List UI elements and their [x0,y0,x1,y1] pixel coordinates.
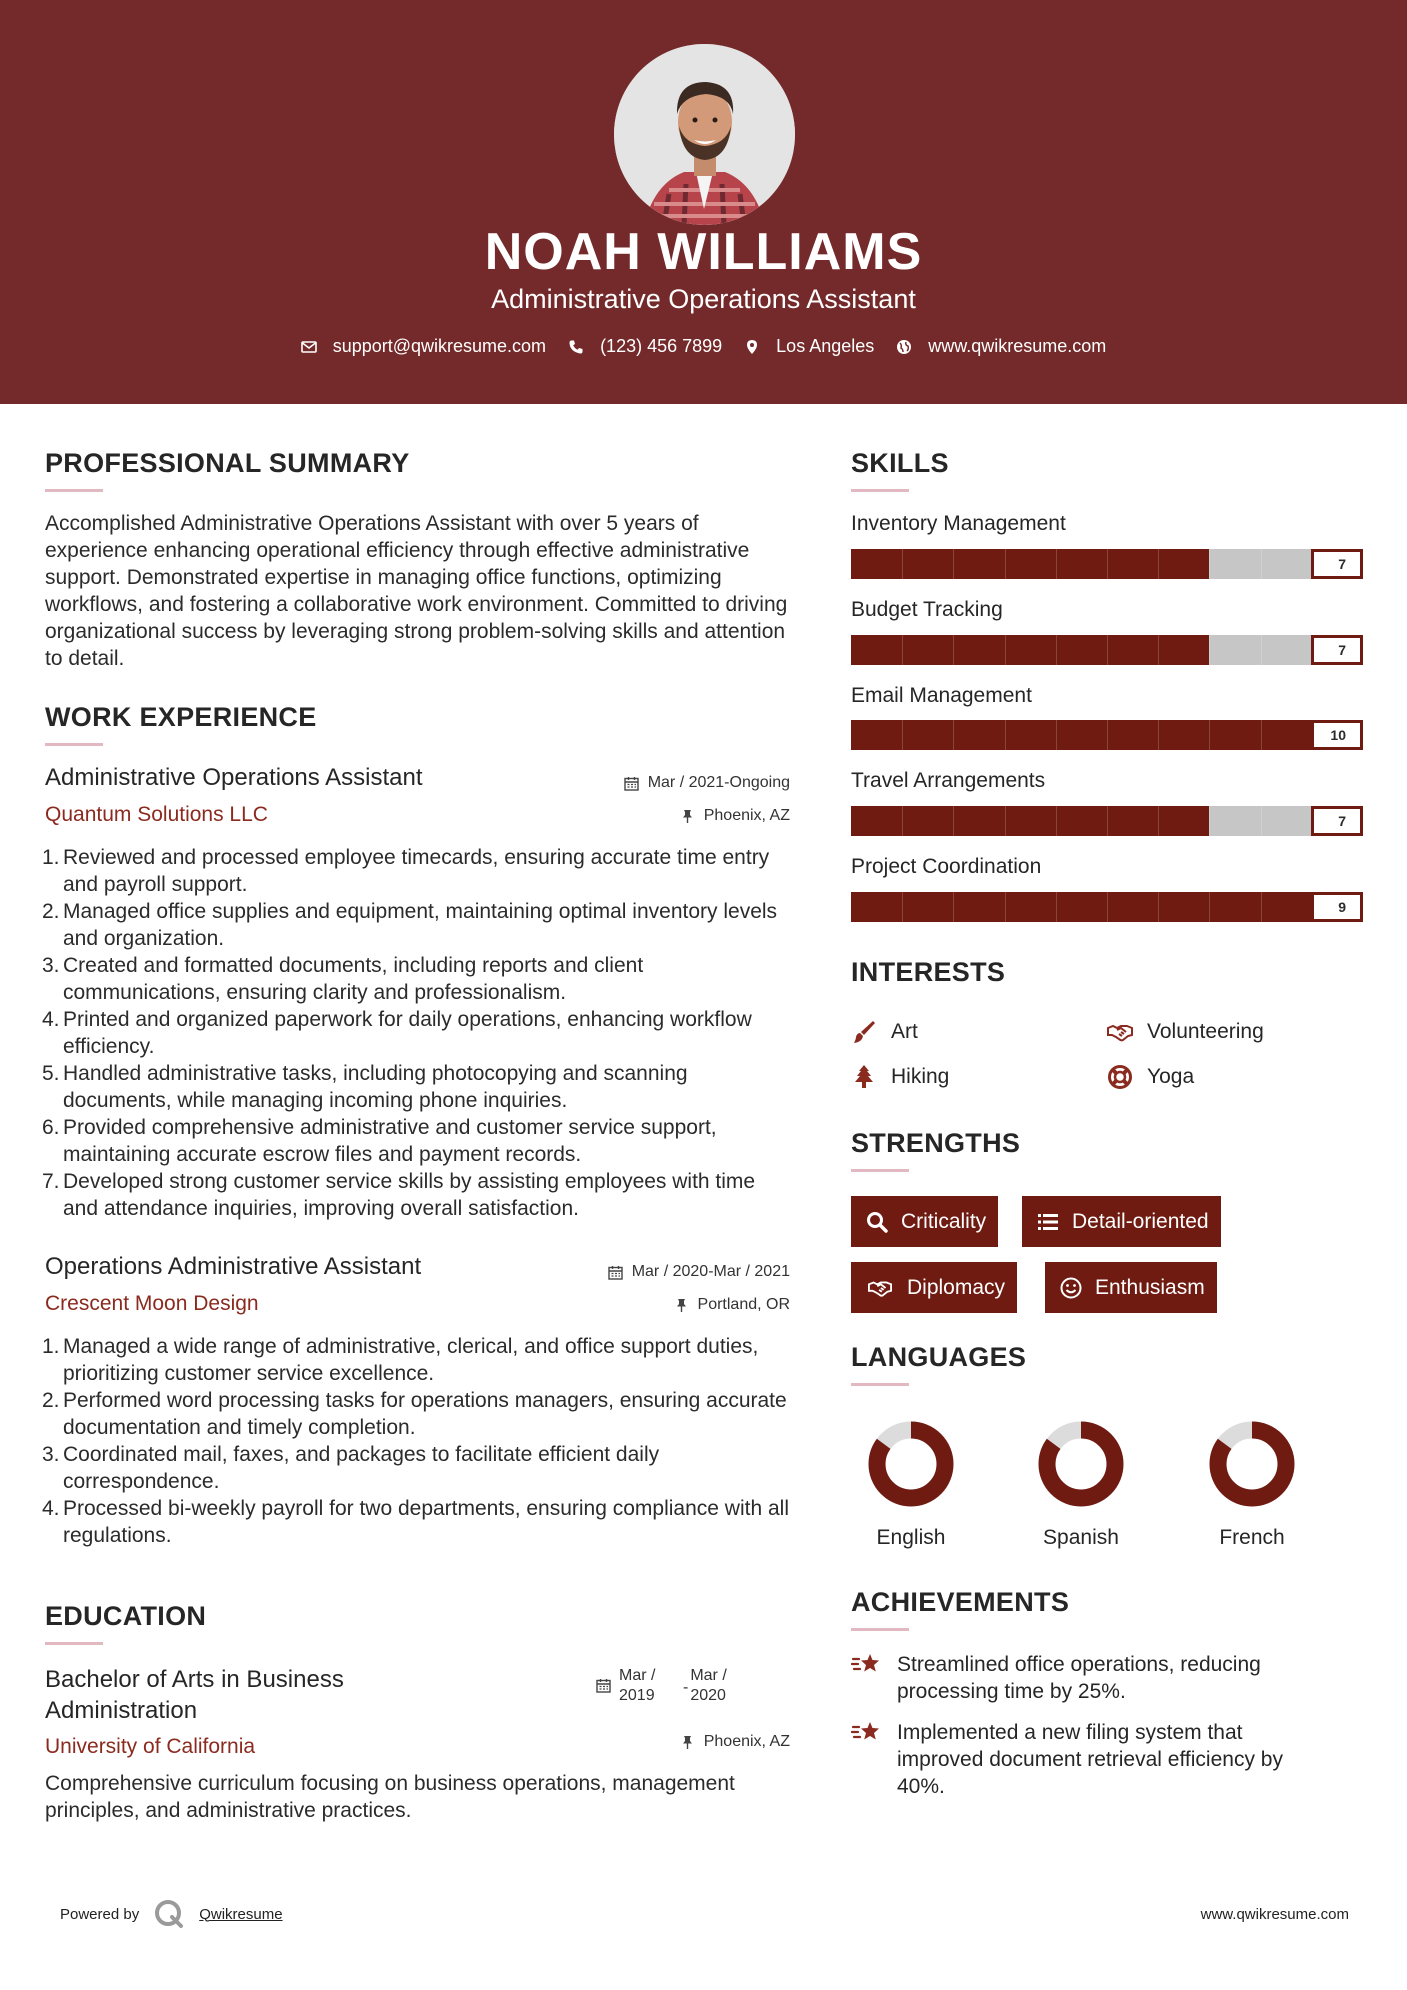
language-name: French [1219,1526,1285,1549]
skill-bar-fill [851,549,1209,579]
list-item: 4. Printed and organized paperwork for daily operations, enhancing workflow efficiency. [42,1008,752,1058]
contact-phone[interactable] [568,336,722,357]
contact-email[interactable] [301,336,546,357]
education-end-month: Mar / [690,1667,727,1684]
job-location-text: Phoenix, AZ [703,807,790,824]
skill-bar-segment [953,892,954,922]
strength-label: Diplomacy [907,1275,1006,1299]
skill-bar-segment [1209,806,1210,836]
achievement-item [851,1719,1361,1800]
list-item: 3. Coordinated mail, faxes, and packages to facilitate efficient daily correspondence. [42,1443,660,1493]
language-item [1026,1420,1136,1550]
degree-title-line: Bachelor of Arts in Business [45,1666,344,1693]
skill-bar-segment [902,892,903,922]
education-end-year: 2020 [690,1687,726,1704]
language-level-donut [867,1420,955,1508]
job-title: Operations Administrative Assistant [45,1253,422,1280]
contact-website-text: www.qwikresume.com [928,336,1107,356]
job-location [680,807,790,825]
education-start-year: 2019 [619,1687,655,1704]
calendar-icon [596,1678,611,1693]
strength-label: Enthusiasm [1095,1275,1205,1299]
skill-bar [851,892,1363,922]
education-end [690,1666,726,1706]
strengths-heading: STRENGTHS [851,1128,1021,1158]
experience-heading-underline [45,743,103,746]
skill-bar [851,720,1363,750]
education-location [680,1733,790,1751]
skill-level-value: 9 [1311,892,1363,922]
globe-icon [896,339,912,355]
education-start [619,1666,683,1706]
list-item: 1. Reviewed and processed employee timecards, ensuring accurate time entry and payroll support. [42,846,770,896]
achievement-text-line: improved document retrieval efficiency by [897,1748,1283,1771]
skill-bar-segment [1261,635,1262,665]
job-duties-list [42,844,795,1222]
envelope-icon [301,339,317,355]
calendar-icon [624,776,639,791]
skill-name: Project Coordination [851,855,1042,878]
languages-heading-underline [851,1383,909,1386]
life-ring-icon [1107,1064,1133,1090]
language-item [1197,1420,1307,1550]
interest-label: Yoga [1147,1065,1195,1088]
job-title: Administrative Operations Assistant [45,764,423,791]
paintbrush-icon [851,1019,877,1045]
skill-bar-segment [1107,892,1108,922]
school-name: University of California [45,1735,256,1758]
achievement-text [897,1651,1261,1705]
skill-bar-fill [851,806,1209,836]
skill-name: Travel Arrangements [851,769,1046,792]
skill-bar [851,549,1363,579]
search-icon [865,1210,889,1234]
skill-bar-segment [1056,635,1057,665]
brand-link[interactable]: Qwikresume [199,1905,283,1923]
degree-title-line: Administration [45,1697,198,1724]
list-icon [1036,1210,1060,1234]
interest-item [1107,1064,1194,1090]
handshake-icon [1107,1019,1133,1045]
skill-level-value: 10 [1311,720,1363,750]
map-pin-icon [744,339,760,355]
footer-powered-by [60,1898,283,1930]
strengths-heading-underline [851,1169,909,1172]
achievement-text [897,1719,1283,1800]
footer-url[interactable]: www.qwikresume.com [1200,1906,1349,1923]
profile-photo [614,44,795,225]
education-heading-underline [45,1642,103,1645]
skill-bar-segment [1209,892,1210,922]
skill-bar [851,806,1363,836]
interests-heading: INTERESTS [851,957,1006,987]
list-item: 5. Handled administrative tasks, including photocopying and scanning documents, while managing incoming phone inquiries. [42,1062,688,1112]
skill-bar-segment [1261,549,1262,579]
achievements-heading-underline [851,1628,909,1631]
skill-bar-segment [1056,549,1057,579]
experience-heading: WORK EXPERIENCE [45,702,317,732]
skill-bar-segment [953,549,954,579]
language-item [856,1420,966,1550]
skill-bar-segment [953,806,954,836]
contact-location [744,336,874,357]
skill-bar-segment [902,549,903,579]
achievement-text-line: processing time by 25%. [897,1680,1126,1703]
tree-icon [851,1064,877,1090]
powered-by-label: Powered by [60,1905,140,1923]
education-location-text: Phoenix, AZ [703,1733,790,1750]
skill-bar-segment [1158,806,1159,836]
education-dates [596,1666,727,1706]
skill-bar-fill [851,635,1209,665]
strength-chip [1022,1196,1221,1247]
qwikresume-logo-icon [153,1898,185,1930]
contact-location-text: Los Angeles [776,336,875,356]
skill-bar-segment [1107,720,1108,750]
job-location [674,1296,790,1314]
degree-title [45,1664,344,1726]
skill-bar-segment [1158,892,1159,922]
skill-level-value: 7 [1311,806,1363,836]
strength-label: Criticality [901,1209,987,1233]
list-item: 4. Processed bi-weekly payroll for two departments, ensuring compliance with all regulations. [42,1497,789,1547]
company-name: Quantum Solutions LLC [45,803,268,826]
strength-chip [851,1196,998,1247]
handshake-icon [865,1276,895,1300]
language-name: English [876,1526,946,1549]
strength-label: Detail-oriented [1072,1209,1209,1233]
interest-item [851,1019,918,1045]
calendar-icon [608,1265,623,1280]
skill-name: Email Management [851,684,1032,707]
education-start-month: Mar / [619,1667,656,1684]
phone-icon [568,339,584,355]
list-item: 7. Developed strong customer service skills by assisting employees with time and attendance inquiries, improving overall satisfaction. [42,1170,756,1220]
skill-bar-segment [1209,720,1210,750]
skill-bar-segment [1261,892,1262,922]
star-award-icon [851,1719,883,1747]
pushpin-icon [680,1735,695,1750]
skill-bar-segment [1261,720,1262,750]
summary-heading-underline [45,489,103,492]
job-dates-text: Mar / 2020-Mar / 2021 [631,1263,790,1280]
skill-bar-segment [1158,635,1159,665]
star-award-icon [851,1651,883,1679]
skill-bar-segment [1005,635,1006,665]
achievement-text-line: 40%. [897,1775,945,1798]
skill-bar-segment [953,635,954,665]
job-dates [624,774,790,792]
summary-heading: PROFESSIONAL SUMMARY [45,448,410,478]
skill-bar-segment [1005,806,1006,836]
list-item: 3. Created and formatted documents, including reports and client communications, ensuring clarity and professionalism. [42,954,644,1004]
resume-header [0,0,1407,404]
education-heading: EDUCATION [45,1601,207,1631]
skill-bar-segment [902,635,903,665]
skill-bar-segment [1158,549,1159,579]
list-item: 2. Managed office supplies and equipment, maintaining optimal inventory levels and organization. [42,900,778,950]
skill-bar-segment [902,720,903,750]
skill-bar-segment [1261,806,1262,836]
language-name: Spanish [1043,1526,1119,1549]
skill-bar-segment [1005,720,1006,750]
job-location-text: Portland, OR [697,1296,790,1313]
list-item: 6. Provided comprehensive administrative and customer service support, maintaining accurate escrow files and payment records. [42,1116,717,1166]
language-level-donut [1208,1420,1296,1508]
skill-level-value: 7 [1311,549,1363,579]
skill-name: Budget Tracking [851,598,1003,621]
pushpin-icon [680,809,695,824]
skill-bar-segment [1107,549,1108,579]
skill-bar-segment [1209,635,1210,665]
list-item: 2. Performed word processing tasks for operations managers, ensuring accurate documentation and timely completion. [42,1389,787,1439]
strength-chip [851,1262,1017,1313]
achievement-text-line: Implemented a new filing system that [897,1721,1243,1744]
language-level-donut [1037,1420,1125,1508]
contact-phone-text: (123) 456 7899 [600,336,723,356]
skill-bar-segment [1056,806,1057,836]
achievements-heading: ACHIEVEMENTS [851,1587,1070,1617]
skill-bar-segment [1056,720,1057,750]
education-description: Comprehensive curriculum focusing on business operations, management principles, and administrative practices. [45,1772,735,1822]
achievement-text-line: Streamlined office operations, reducing [897,1653,1261,1676]
summary-text: Accomplished Administrative Operations Assistant with over 5 years of experience enhancing operational efficiency through effective administrative support. Demonstrated expertise in managing office functions, optimizing workflows, and fostering a collaborative work environment. Committed to driving organizational success by leveraging strong problem-solving skills and attention to detail. [45,512,788,670]
achievement-item [851,1651,1361,1705]
job-dates [608,1263,790,1281]
interest-item [1107,1019,1264,1045]
company-name: Crescent Moon Design [45,1292,259,1315]
skill-name: Inventory Management [851,512,1066,535]
interest-item [851,1064,949,1090]
pushpin-icon [674,1298,689,1313]
skill-bar-segment [1209,549,1210,579]
skill-level-value: 7 [1311,635,1363,665]
skill-bar-segment [1005,892,1006,922]
education-dash: - [683,1679,689,1696]
contact-bar [0,336,1407,357]
skill-bar-segment [902,806,903,836]
interest-label: Art [891,1020,918,1043]
skill-bar-segment [1158,720,1159,750]
languages-heading: LANGUAGES [851,1342,1027,1372]
interest-label: Volunteering [1147,1020,1264,1043]
list-item: 1. Managed a wide range of administrative, clerical, and office support duties, prioritizing customer service excellence. [42,1335,759,1385]
job-duties-list [42,1333,795,1549]
interest-label: Hiking [891,1065,950,1088]
skill-bar-segment [1107,806,1108,836]
skills-heading: SKILLS [851,448,949,478]
skills-heading-underline [851,489,909,492]
contact-email-text: support@qwikresume.com [332,336,547,356]
skill-bar-segment [1005,549,1006,579]
skill-bar-segment [1056,892,1057,922]
candidate-role: Administrative Operations Assistant [491,284,916,314]
candidate-name: NOAH WILLIAMS [484,223,923,281]
smile-icon [1059,1276,1083,1300]
skill-bar-fill [851,892,1312,922]
job-dates-text: Mar / 2021-Ongoing [647,774,790,791]
skill-bar-segment [1107,635,1108,665]
skill-bar [851,635,1363,665]
skill-bar-segment [953,720,954,750]
contact-website[interactable] [896,336,1106,357]
strength-chip [1045,1262,1217,1313]
